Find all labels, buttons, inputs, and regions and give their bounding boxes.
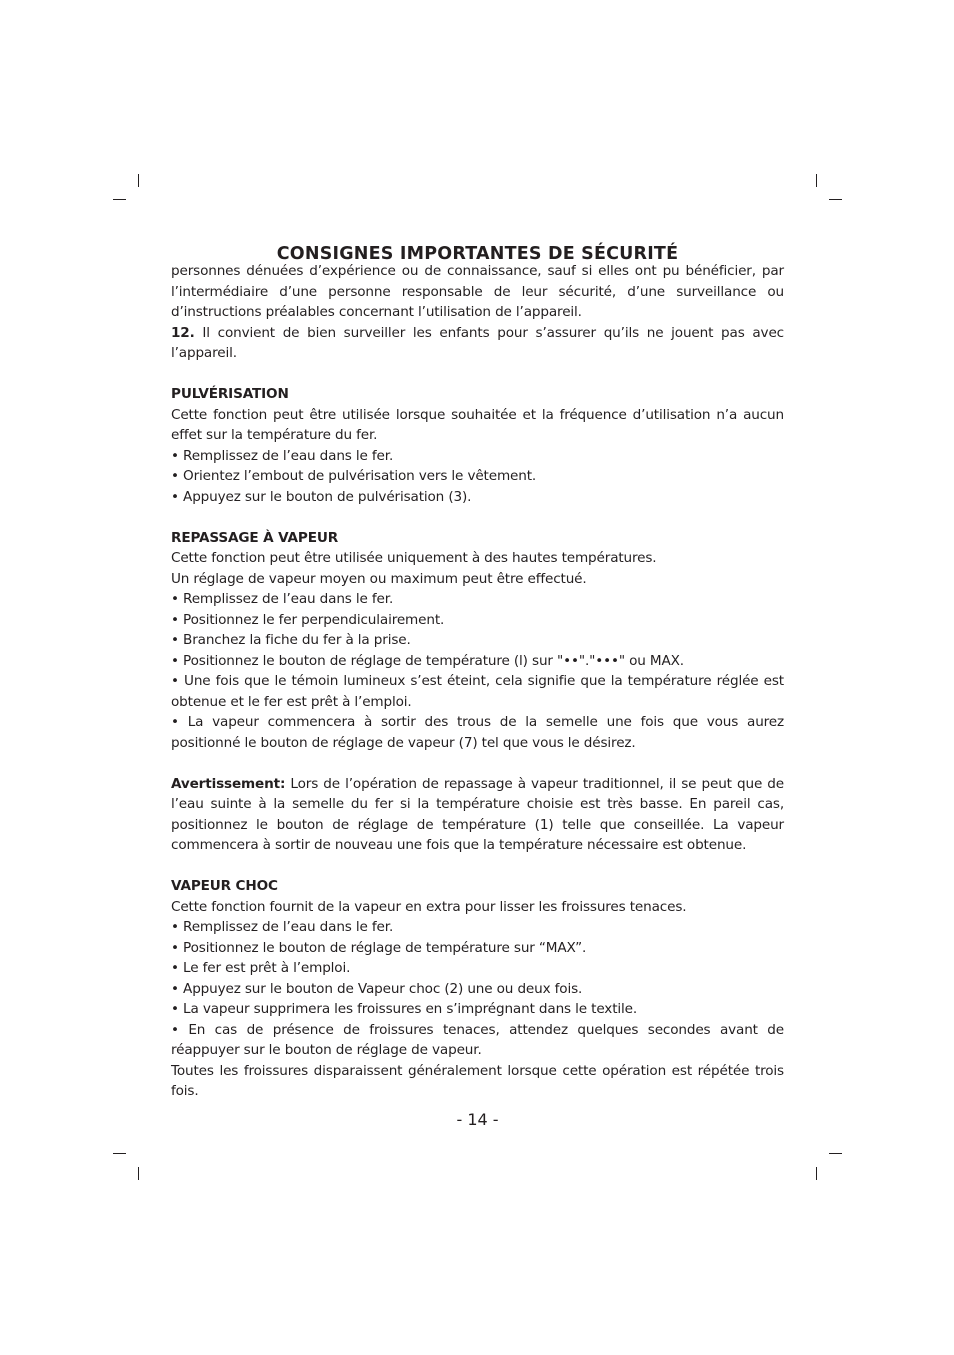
bullet-item: • La vapeur supprimera les froissures en s’imprégnant dans le textile. — [171, 1001, 638, 1017]
bullet-item: • Remplissez de l’eau dans le fer. — [171, 919, 394, 935]
bullet-item: • Positionnez le bouton de réglage de température sur “MAX”. — [171, 939, 587, 956]
crop-mark-top-left-vertical — [138, 174, 139, 187]
crop-mark-top-right-horizontal — [829, 199, 842, 200]
bullet-item: • Positionnez le fer perpendiculairement. — [171, 611, 445, 628]
warning-paragraph — [171, 774, 784, 856]
bullet-item: • Une fois que le témoin lumineux s’est éteint, cela signifie que la température réglée est obtenue et le fer est prêt à l’emploi. — [171, 673, 784, 710]
warning-text: Lors de l’opération de repassage à vapeur traditionnel, il se peut que de l’eau suinte à la semelle du fer si la température choisie est très basse. En pareil cas, positionnez le bouton de réglage de température (1) telle que conseillée. La vapeur commencera à sortir de nouveau une fois que la température nécessaire est obtenue. — [171, 775, 784, 853]
bullet-item: • La vapeur commencera à sortir des trous de la semelle une fois que vous aurez positionné le bouton de réglage de vapeur (7) tel que vous le désirez. — [171, 714, 784, 751]
paragraph: Cette fonction fournit de la vapeur en extra pour lisser les froissures tenaces. — [171, 898, 687, 915]
document-body — [171, 261, 784, 1102]
section-heading: REPASSAGE À VAPEUR — [171, 529, 339, 546]
bullet-item: • Appuyez sur le bouton de Vapeur choc (2) une ou deux fois. — [171, 980, 583, 997]
section-heading: VAPEUR CHOC — [171, 878, 278, 894]
bullet-item: • Remplissez de l’eau dans le fer. — [171, 591, 394, 607]
page-number: - 14 - — [456, 1110, 499, 1129]
intro-paragraph: personnes dénuées d’expérience ou de connaissance, sauf si elles ont pu bénéficier, par l’intermédiaire d’une personne responsable de leur sécurité, d’une surveillance ou d’instructions préalables concernant l’utilisation de l’appareil. — [171, 263, 784, 320]
section-pulverisation — [171, 384, 784, 507]
bullet-item: • Positionnez le bouton de réglage de température (l) sur "••"."•••" ou MAX. — [171, 652, 684, 669]
paragraph: Un réglage de vapeur moyen ou maximum peut être effectué. — [171, 570, 587, 587]
section-vapeur-choc — [171, 876, 784, 1102]
crop-mark-bottom-right-vertical — [816, 1167, 817, 1180]
bullet-item: • Appuyez sur le bouton de pulvérisation (3). — [171, 488, 472, 505]
crop-mark-bottom-left-horizontal — [113, 1153, 126, 1154]
bullet-item: • Orientez l’embout de pulvérisation vers le vêtement. — [171, 468, 537, 484]
crop-mark-bottom-right-horizontal — [829, 1153, 842, 1154]
crop-mark-bottom-left-vertical — [138, 1167, 139, 1180]
warning-label: Avertissement: — [171, 775, 286, 792]
page-title: CONSIGNES IMPORTANTES DE SÉCURITÉ — [276, 243, 679, 264]
safety-item-12 — [171, 323, 784, 364]
bullet-item: • Branchez la fiche du fer à la prise. — [171, 632, 411, 648]
item-text: Il convient de bien surveiller les enfants pour s’assurer qu’ils ne jouent pas avec l’appareil. — [171, 324, 784, 361]
bullet-item: • Le fer est prêt à l’emploi. — [171, 960, 351, 976]
bullet-item: • Remplissez de l’eau dans le fer. — [171, 447, 394, 464]
section-repassage-a-vapeur — [171, 528, 784, 754]
item-number: 12. — [171, 324, 195, 341]
crop-mark-top-right-vertical — [816, 174, 817, 187]
paragraph: Cette fonction peut être utilisée lorsque souhaitée et la fréquence d’utilisation n’a aucun effet sur la température du fer. — [171, 406, 784, 443]
paragraph: Toutes les froissures disparaissent généralement lorsque cette opération est répétée trois fois. — [171, 1062, 784, 1099]
paragraph: Cette fonction peut être utilisée uniquement à des hautes températures. — [171, 550, 657, 566]
crop-mark-top-left-horizontal — [113, 199, 126, 200]
section-heading: PULVÉRISATION — [171, 386, 289, 402]
bullet-item: • En cas de présence de froissures tenaces, attendez quelques secondes avant de réappuyer sur le bouton de réglage de vapeur. — [171, 1021, 784, 1058]
